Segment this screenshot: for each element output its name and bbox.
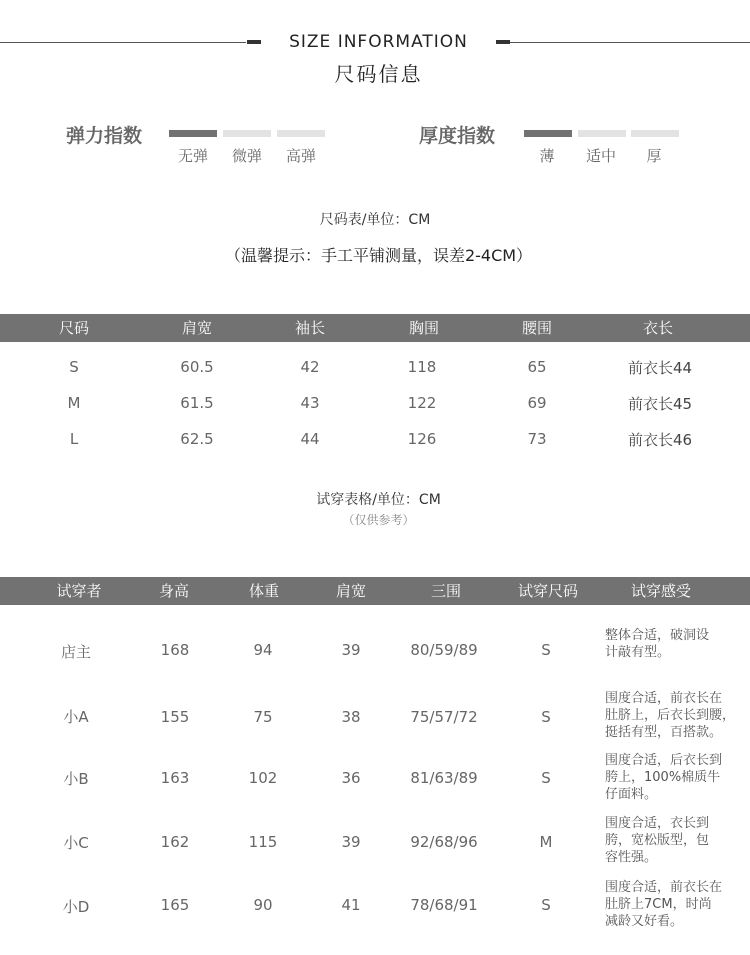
fit-cell: 75/57/72 xyxy=(410,708,478,726)
fit-feedback-line: 肚脐上，后衣长到腰， xyxy=(605,708,736,723)
size-th-4: 腰围 xyxy=(521,319,552,337)
size-th-5: 衣长 xyxy=(642,319,673,337)
fit-th-1: 身高 xyxy=(158,582,189,600)
fit-cell: 38 xyxy=(341,708,361,726)
size-table-header xyxy=(0,314,750,342)
fit-cell: 92/68/96 xyxy=(410,833,478,851)
size-cell: 65 xyxy=(527,358,547,376)
elasticity-bar-1 xyxy=(223,130,271,137)
thickness-level-0: 薄 xyxy=(539,147,555,165)
size-cell: 118 xyxy=(407,358,437,376)
fit-feedback-line: 仔面料。 xyxy=(605,787,658,802)
fit-feedback-line: 围度合适，衣长到 xyxy=(605,816,710,831)
fit-table-header xyxy=(0,577,750,605)
fit-cell: S xyxy=(541,708,551,726)
size-unit-note: 尺码表/单位：CM xyxy=(319,212,431,228)
measure-tip: （温馨提示：手工平铺测量，误差2-4CM） xyxy=(224,246,533,265)
fit-unit-note: 试穿表格/单位：CM xyxy=(316,492,441,508)
fit-cell: 80/59/89 xyxy=(410,641,478,659)
thickness-level-2: 厚 xyxy=(646,147,662,165)
fit-cell: 78/68/91 xyxy=(410,896,478,914)
fit-cell: 165 xyxy=(160,896,190,914)
fit-th-2: 体重 xyxy=(248,582,279,600)
thickness-bar-1 xyxy=(578,130,626,137)
fit-feedback xyxy=(605,879,750,930)
fit-th-3: 肩宽 xyxy=(335,582,366,600)
thickness-bar-0 xyxy=(524,130,572,137)
size-cell: L xyxy=(69,430,79,448)
fit-feedback-line: 计敲有型。 xyxy=(605,645,671,660)
size-cell: 60.5 xyxy=(180,358,214,376)
elasticity-level-2: 高弹 xyxy=(285,147,316,165)
fit-cell: 162 xyxy=(160,833,190,851)
fit-cell: 163 xyxy=(160,769,190,787)
size-th-0: 尺码 xyxy=(58,319,89,337)
fit-cell: 小B xyxy=(63,770,89,788)
size-cell: 前衣长44 xyxy=(627,359,693,377)
fit-cell: 41 xyxy=(341,896,361,914)
size-th-1: 肩宽 xyxy=(181,319,212,337)
elasticity-bar-0 xyxy=(169,130,217,137)
fit-cell: 90 xyxy=(253,896,273,914)
fit-feedback-line: 胯上，100%棉质牛 xyxy=(605,770,721,785)
fit-th-4: 三围 xyxy=(430,582,461,600)
size-cell: M xyxy=(67,394,81,412)
elasticity-level-1: 微弹 xyxy=(231,147,262,165)
size-cell: 73 xyxy=(527,430,547,448)
fit-th-6: 试穿感受 xyxy=(630,582,691,600)
fit-cell: S xyxy=(541,896,551,914)
size-cell: S xyxy=(69,358,79,376)
fit-feedback xyxy=(605,627,750,661)
fit-feedback-line: 围度合适，前衣长在 xyxy=(605,691,723,706)
fit-cell: 115 xyxy=(248,833,278,851)
fit-cell: 168 xyxy=(160,641,190,659)
fit-th-5: 试穿尺码 xyxy=(517,582,578,600)
fit-cell: S xyxy=(541,641,551,659)
size-cell: 62.5 xyxy=(180,430,214,448)
fit-cell: 店主 xyxy=(60,643,91,661)
fit-cell: 39 xyxy=(341,641,361,659)
size-cell: 前衣长45 xyxy=(627,395,693,413)
fit-feedback xyxy=(605,752,750,803)
elasticity-bar-2 xyxy=(277,130,325,137)
fit-feedback-line: 胯，宽松版型，包 xyxy=(605,833,710,848)
fit-cell: M xyxy=(539,833,553,851)
header-dash-right xyxy=(496,40,510,44)
size-th-2: 袖长 xyxy=(294,319,325,337)
fit-feedback-line: 整体合适，破洞设 xyxy=(605,628,710,643)
fit-cell: 75 xyxy=(253,708,273,726)
title-en: SIZE INFORMATION xyxy=(289,32,468,52)
size-th-3: 胸围 xyxy=(408,319,439,337)
fit-feedback-line: 挺括有型，百搭款。 xyxy=(605,725,723,740)
fit-cell: 39 xyxy=(341,833,361,851)
size-cell: 44 xyxy=(300,430,320,448)
elasticity-level-0: 无弹 xyxy=(177,147,208,165)
fit-feedback-line: 容性强。 xyxy=(605,850,658,865)
fit-feedback xyxy=(605,815,750,866)
fit-cell: S xyxy=(541,769,551,787)
fit-cell: 小D xyxy=(62,898,90,916)
fit-th-0: 试穿者 xyxy=(56,582,102,600)
fit-cell: 36 xyxy=(341,769,361,787)
fit-feedback xyxy=(605,690,750,741)
size-cell: 61.5 xyxy=(180,394,214,412)
size-cell: 69 xyxy=(527,394,547,412)
fit-feedback-line: 围度合适，后衣长到 xyxy=(605,753,723,768)
size-cell: 前衣长46 xyxy=(627,431,693,449)
elasticity-label: 弹力指数 xyxy=(66,125,143,147)
size-cell: 122 xyxy=(407,394,437,412)
fit-feedback-line: 减龄又好看。 xyxy=(605,914,684,929)
size-cell: 42 xyxy=(300,358,320,376)
size-cell: 126 xyxy=(407,430,437,448)
fit-cell: 小C xyxy=(63,834,89,852)
fit-cell: 155 xyxy=(160,708,190,726)
fit-cell: 102 xyxy=(248,769,278,787)
thickness-bar-2 xyxy=(631,130,679,137)
title-cn: 尺码信息 xyxy=(334,62,423,86)
fit-cell: 94 xyxy=(253,641,273,659)
fit-cell: 小A xyxy=(63,708,89,726)
size-cell: 43 xyxy=(300,394,320,412)
fit-feedback-line: 围度合适，前衣长在 xyxy=(605,880,723,895)
fit-feedback-line: 肚脐上7CM，时尚 xyxy=(605,897,712,912)
fit-cell: 81/63/89 xyxy=(410,769,478,787)
header-rule-right xyxy=(510,42,750,43)
thickness-level-1: 适中 xyxy=(585,147,616,165)
fit-sub-note: （仅供参考） xyxy=(342,513,415,527)
thickness-label: 厚度指数 xyxy=(419,125,496,147)
